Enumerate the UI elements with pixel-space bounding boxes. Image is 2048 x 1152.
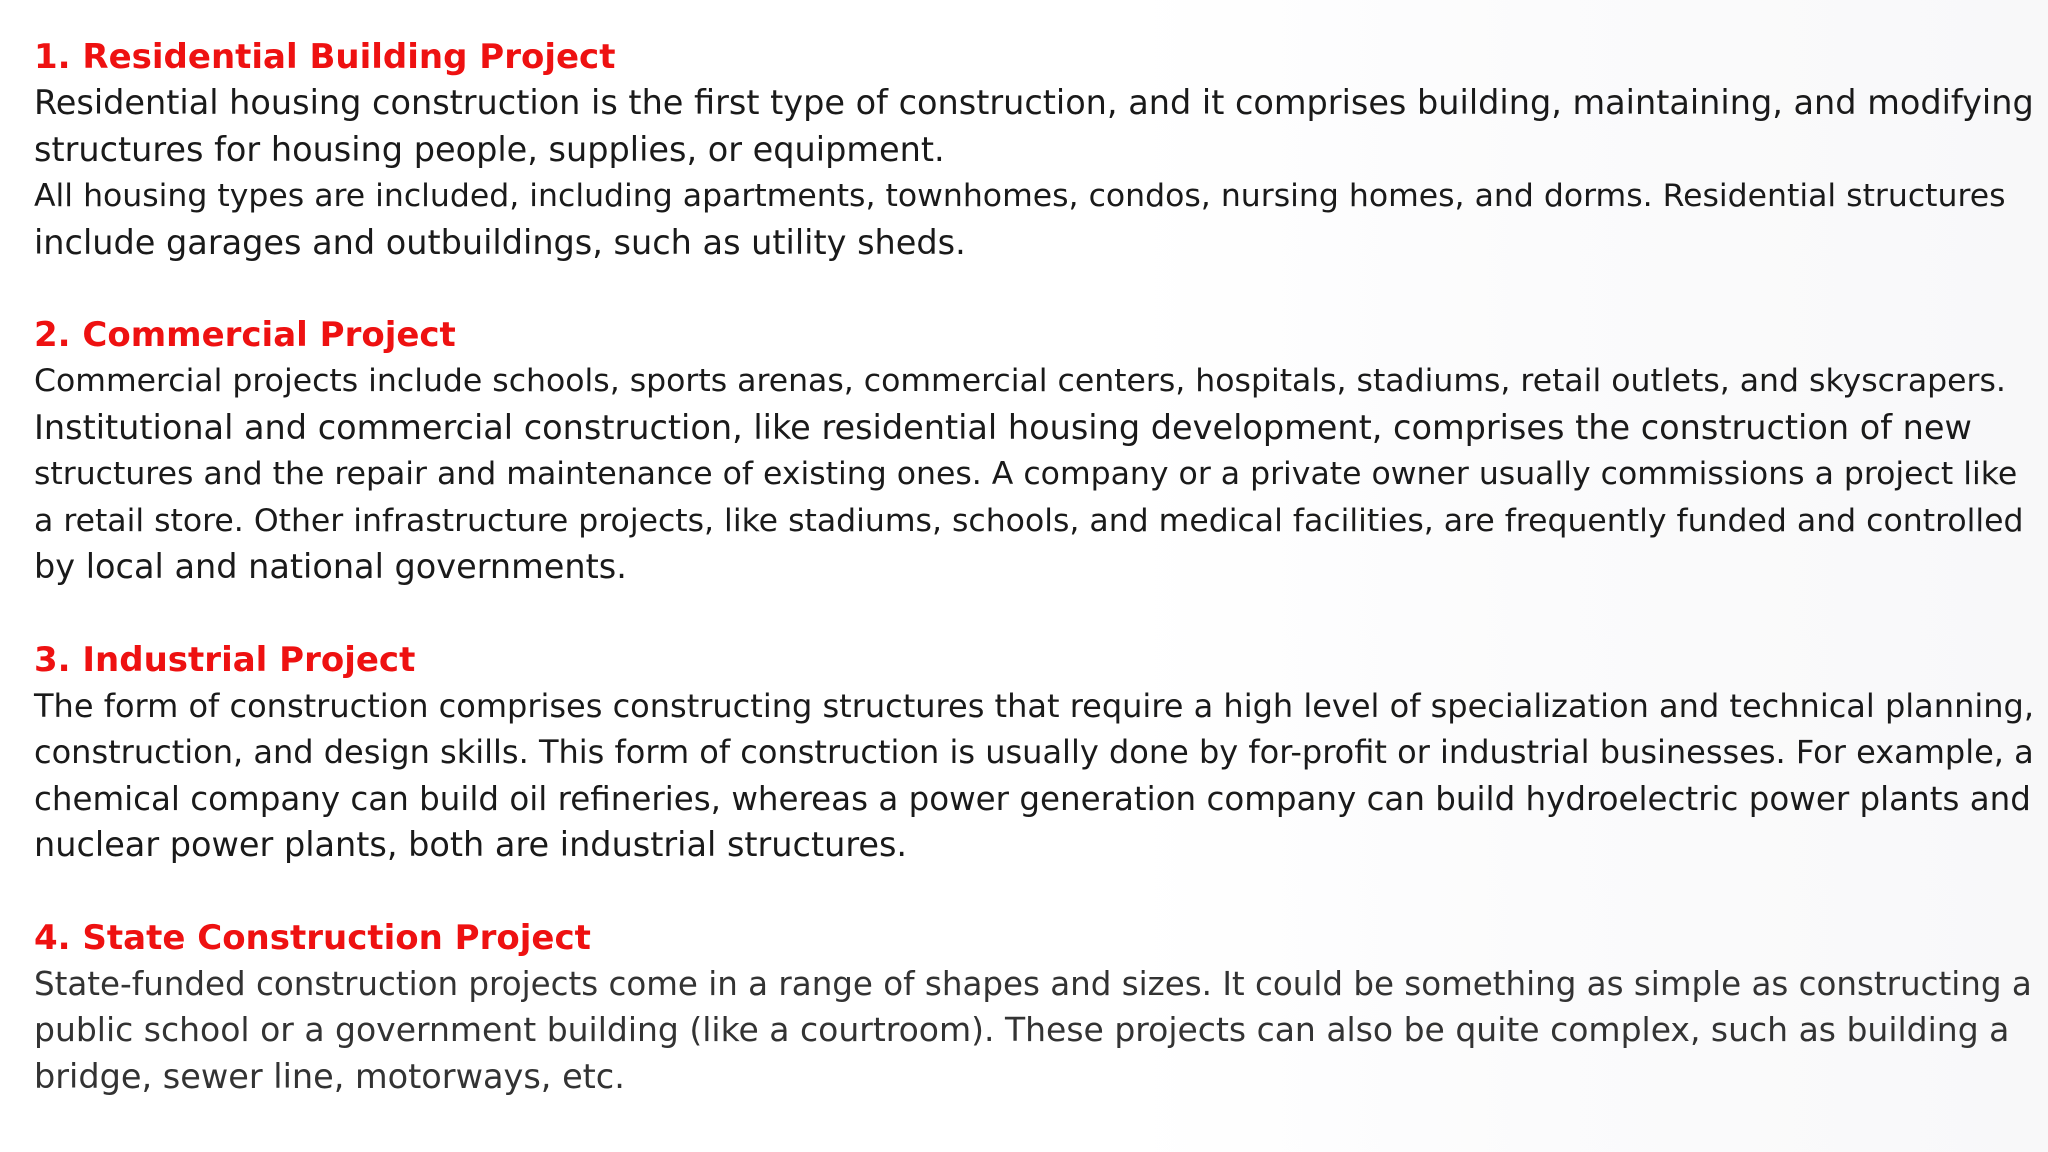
body-line: nuclear power plants, both are industrial structures. [34, 825, 908, 864]
section-commercial [34, 312, 2028, 591]
section-heading: 3. Industrial Project [34, 639, 416, 680]
body-line: Residential housing construction is the first type of construction, and it comprises building, maintaining, and modifying [34, 83, 2034, 122]
section-state [34, 915, 2032, 1101]
body-line: include garages and outbuildings, such as utility sheds. [34, 222, 966, 262]
body-line: by local and national governments. [34, 547, 627, 586]
section-body [34, 683, 2034, 869]
section-industrial [34, 637, 2034, 869]
body-line: a retail store. Other infrastructure projects, like stadiums, schools, and medical facilities, are frequently funded and controlled [34, 502, 2024, 539]
body-line: structures for housing people, supplies, or equipment. [34, 129, 945, 169]
section-body [34, 80, 2034, 266]
body-line: State-funded construction projects come in a range of shapes and sizes. It could be something as simple as constructing a [34, 964, 2032, 1003]
body-line: construction, and design skills. This form of construction is usually done by for-profit or industrial businesses. For example, a [34, 733, 2034, 771]
section-body [34, 961, 2032, 1101]
section-heading: 2. Commercial Project [34, 315, 456, 355]
section-body [34, 358, 2028, 591]
body-line: public school or a government building (like a courtroom). These projects can also be quite complex, such as building a [34, 1010, 2010, 1049]
body-line: All housing types are included, including apartments, townhomes, condos, nursing homes, and dorms. Residential structures [34, 178, 2006, 214]
section-heading: 1. Residential Building Project [34, 37, 616, 77]
body-line: The form of construction comprises constructing structures that require a high level of specialization and technical planning, [34, 686, 2034, 725]
body-line: chemical company can build oil refineries, whereas a power generation company can build hydroelectric power plants and [34, 779, 2031, 818]
body-line: bridge, sewer line, motorways, etc. [34, 1056, 625, 1096]
section-residential [34, 34, 2034, 266]
body-line: Institutional and commercial construction, like residential housing development, comprises the construction of new [34, 407, 1972, 447]
section-heading: 4. State Construction Project [34, 917, 591, 958]
body-line: structures and the repair and maintenance of existing ones. A company or a private owner usually commissions a project like [34, 456, 2018, 492]
body-line: Commercial projects include schools, sports arenas, commercial centers, hospitals, stadiums, retail outlets, and skyscrapers. [34, 363, 2006, 399]
